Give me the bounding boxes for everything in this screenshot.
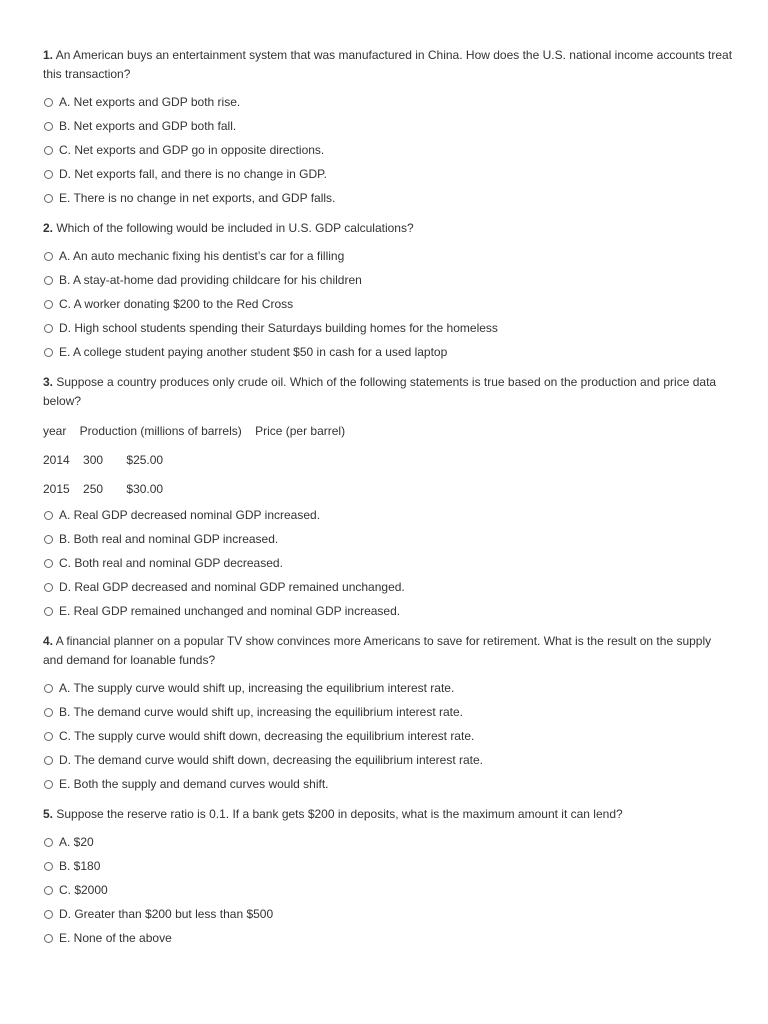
radio-button[interactable] — [44, 535, 53, 544]
options-4 — [43, 679, 733, 799]
radio-button[interactable] — [44, 348, 53, 357]
options-1 — [43, 93, 733, 213]
option-label: C. Both real and nominal GDP decreased. — [59, 556, 283, 570]
options-2 — [43, 247, 733, 367]
radio-button[interactable] — [44, 838, 53, 847]
radio-button[interactable] — [44, 607, 53, 616]
radio-button[interactable] — [44, 98, 53, 107]
question-number: 3. — [43, 375, 54, 389]
radio-button[interactable] — [44, 583, 53, 592]
option-label: E. A college student paying another student $50 in cash for a used laptop — [59, 345, 448, 359]
option-4a[interactable] — [43, 679, 733, 703]
question-3 — [43, 373, 733, 411]
option-1c[interactable] — [43, 141, 733, 165]
option-2d[interactable] — [43, 319, 733, 343]
data-table-header: year Production (millions of barrels) Price (per barrel) — [43, 424, 346, 438]
option-2a[interactable] — [43, 247, 733, 271]
question-text: Suppose a country produces only crude oil. Which of the following statements is true based on the production and price data below? — [43, 375, 717, 408]
option-label: E. There is no change in net exports, and GDP falls. — [59, 191, 336, 205]
option-label: D. Greater than $200 but less than $500 — [59, 907, 274, 921]
option-3b[interactable] — [43, 530, 733, 554]
question-4 — [43, 632, 733, 670]
option-label: D. Real GDP decreased and nominal GDP remained unchanged. — [59, 580, 405, 594]
option-4d[interactable] — [43, 751, 733, 775]
option-label: A. $20 — [59, 835, 94, 849]
radio-button[interactable] — [44, 122, 53, 131]
option-label: A. The supply curve would shift up, increasing the equilibrium interest rate. — [59, 681, 455, 695]
option-label: B. $180 — [59, 859, 101, 873]
option-label: B. A stay-at-home dad providing childcare for his children — [59, 273, 362, 287]
option-5d[interactable] — [43, 905, 733, 929]
option-label: E. Real GDP remained unchanged and nominal GDP increased. — [59, 604, 401, 618]
radio-button[interactable] — [44, 756, 53, 765]
option-label: C. The supply curve would shift down, decreasing the equilibrium interest rate. — [59, 729, 475, 743]
option-4c[interactable] — [43, 727, 733, 751]
data-table-row: 2015 250 $30.00 — [43, 482, 164, 496]
question-5 — [43, 805, 733, 824]
quiz — [43, 46, 733, 953]
question-text: An American buys an entertainment system that was manufactured in China. How does the U.S. national income accounts treat this transaction? — [43, 48, 733, 81]
radio-button[interactable] — [44, 886, 53, 895]
option-label: D. High school students spending their Saturdays building homes for the homeless — [59, 321, 498, 335]
option-label: E. None of the above — [59, 931, 172, 945]
question-number: 2. — [43, 221, 54, 235]
option-3e[interactable] — [43, 602, 733, 626]
question-number: 1. — [43, 48, 54, 62]
radio-button[interactable] — [44, 732, 53, 741]
option-3c[interactable] — [43, 554, 733, 578]
option-label: E. Both the supply and demand curves would shift. — [59, 777, 329, 791]
radio-button[interactable] — [44, 300, 53, 309]
radio-button[interactable] — [44, 934, 53, 943]
radio-button[interactable] — [44, 780, 53, 789]
option-5a[interactable] — [43, 833, 733, 857]
option-label: C. A worker donating $200 to the Red Cross — [59, 297, 294, 311]
option-4b[interactable] — [43, 703, 733, 727]
radio-button[interactable] — [44, 146, 53, 155]
option-1b[interactable] — [43, 117, 733, 141]
option-1d[interactable] — [43, 165, 733, 189]
question-2 — [43, 219, 733, 238]
question-text: Suppose the reserve ratio is 0.1. If a bank gets $200 in deposits, what is the maximum amount it can lend? — [53, 807, 623, 821]
option-2b[interactable] — [43, 271, 733, 295]
option-1e[interactable] — [43, 189, 733, 213]
radio-button[interactable] — [44, 862, 53, 871]
option-4e[interactable] — [43, 775, 733, 799]
option-label: B. Net exports and GDP both fall. — [59, 119, 237, 133]
radio-button[interactable] — [44, 708, 53, 717]
option-label: A. Real GDP decreased nominal GDP increased. — [59, 508, 321, 522]
radio-button[interactable] — [44, 170, 53, 179]
option-3d[interactable] — [43, 578, 733, 602]
radio-button[interactable] — [44, 559, 53, 568]
radio-button[interactable] — [44, 276, 53, 285]
options-5 — [43, 833, 733, 953]
radio-button[interactable] — [44, 194, 53, 203]
option-5e[interactable] — [43, 929, 733, 953]
radio-button[interactable] — [44, 684, 53, 693]
option-label: B. Both real and nominal GDP increased. — [59, 532, 279, 546]
option-label: A. Net exports and GDP both rise. — [59, 95, 241, 109]
option-label: B. The demand curve would shift up, increasing the equilibrium interest rate. — [59, 705, 463, 719]
option-label: D. Net exports fall, and there is no change in GDP. — [59, 167, 327, 181]
data-table-row: 2014 300 $25.00 — [43, 453, 164, 467]
radio-button[interactable] — [44, 511, 53, 520]
radio-button[interactable] — [44, 324, 53, 333]
options-3 — [43, 506, 733, 626]
option-1a[interactable] — [43, 93, 733, 117]
question-1 — [43, 46, 733, 84]
option-3a[interactable] — [43, 506, 733, 530]
option-2e[interactable] — [43, 343, 733, 367]
question-number: 5. — [43, 807, 54, 821]
radio-button[interactable] — [44, 910, 53, 919]
option-5b[interactable] — [43, 857, 733, 881]
option-label: D. The demand curve would shift down, decreasing the equilibrium interest rate. — [59, 753, 484, 767]
option-5c[interactable] — [43, 881, 733, 905]
question-number: 4. — [43, 634, 54, 648]
option-label: C. Net exports and GDP go in opposite directions. — [59, 143, 325, 157]
question-text: A financial planner on a popular TV show convinces more Americans to save for retirement. What is the result on the supply and demand for loanable funds? — [43, 634, 712, 667]
question-text: Which of the following would be included in U.S. GDP calculations? — [53, 221, 414, 235]
option-label: A. An auto mechanic fixing his dentist’s car for a filling — [59, 249, 345, 263]
option-2c[interactable] — [43, 295, 733, 319]
radio-button[interactable] — [44, 252, 53, 261]
option-label: C. $2000 — [59, 883, 108, 897]
